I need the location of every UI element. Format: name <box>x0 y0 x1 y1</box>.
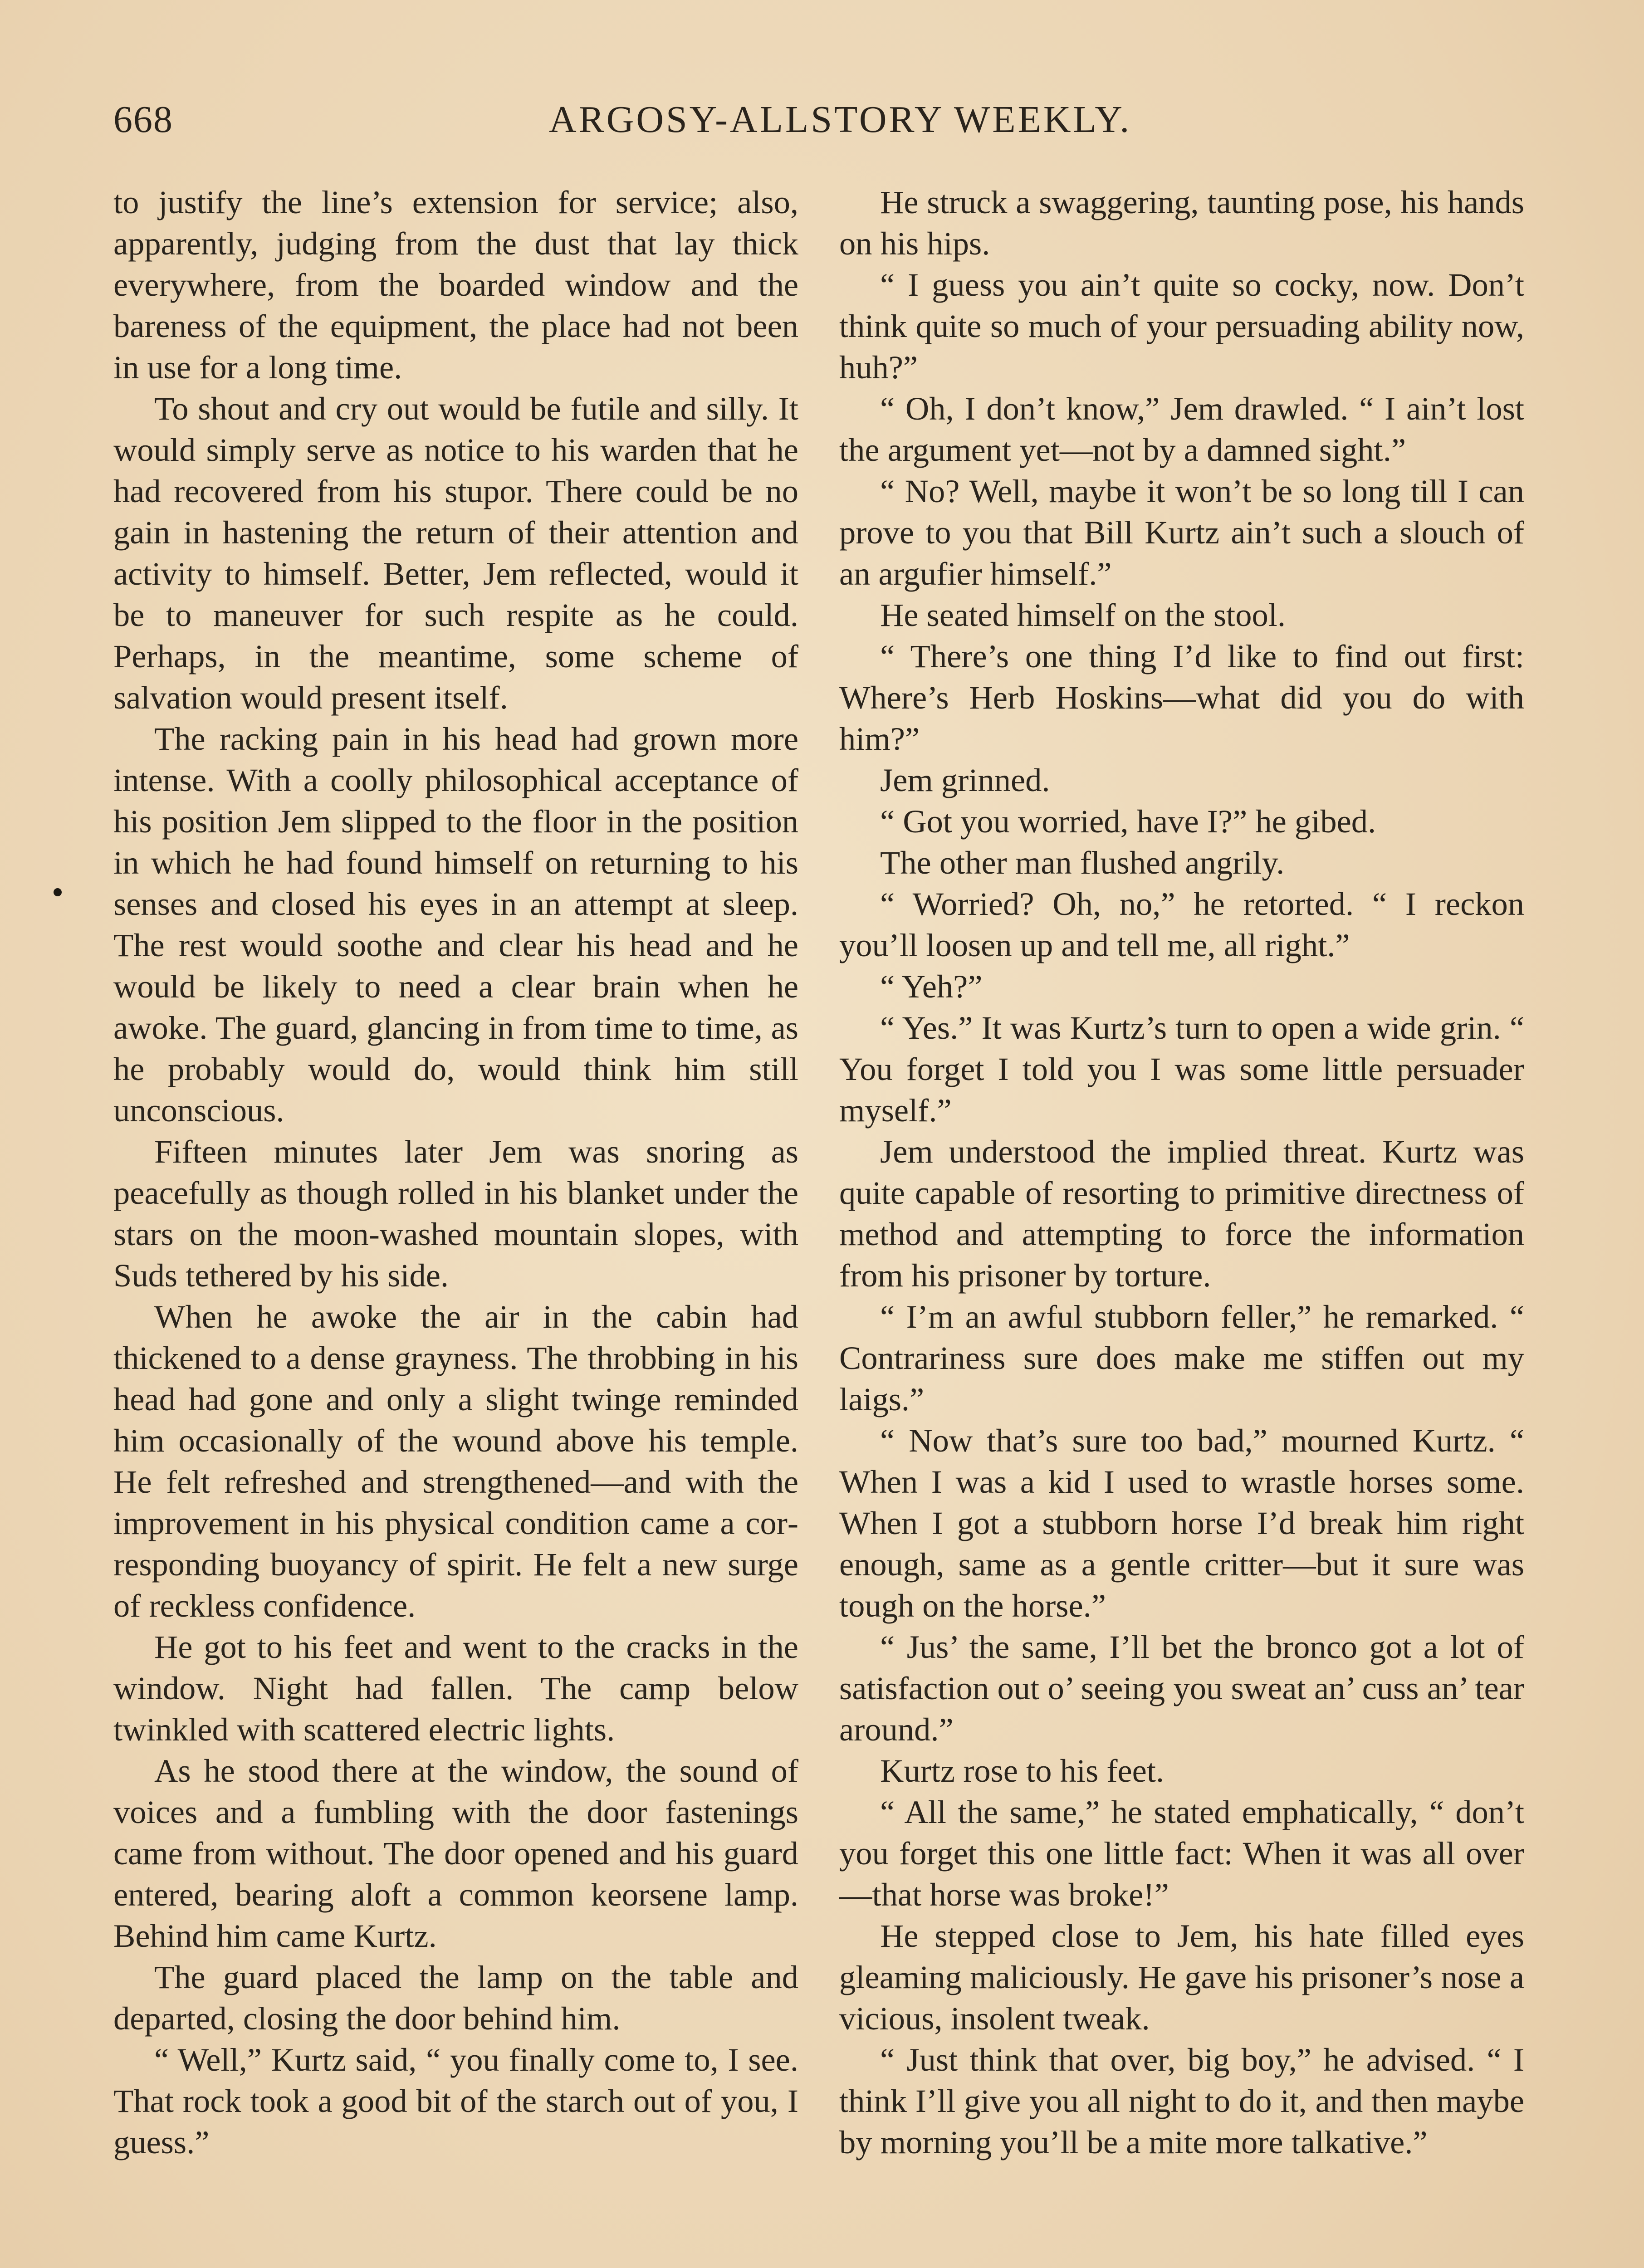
paragraph: “ All the same,” he stated emphatically, “ don’t you forget this one little fact: When it was all over—that horse was broke!” <box>839 1794 1524 1913</box>
paragraph: “ Oh, I don’t know,” Jem drawled. “ I ain’t lost the argument yet—not by a damned sight.” <box>839 390 1524 468</box>
paragraph: “ Worried? Oh, no,” he retorted. “ I reckon you’ll loosen up and tell me, all right.” <box>839 885 1524 963</box>
paragraph: Jem understood the implied threat. Kurtz was quite capable of resorting to primitive directness of method and attempting to force the information from his prisoner by torture. <box>839 1133 1524 1294</box>
paragraph: Kurtz rose to his feet. <box>880 1752 1164 1789</box>
paragraph: “ Yes.” It was Kurtz’s turn to open a wide grin. “ You forget I told you I was some little persuader myself.” <box>839 1009 1524 1129</box>
paragraph: When he awoke the air in the cabin had thickened to a dense grayness. The throbbing in his head had gone and only a slight twinge reminded him occasionally of the wound above his temple. He felt refreshed and strengthened—and with the improvement in his physical condition came a corresponding buoyancy of spirit. He felt a new surge of reckless confidence. <box>113 1298 798 1624</box>
running-head: ARGOSY-ALLSTORY WEEKLY. <box>549 98 1132 141</box>
paragraph: “ There’s one thing I’d like to find out first: Where’s Herb Hoskins—what did you do with him?” <box>839 638 1524 757</box>
paragraph: to justify the line’s extension for service; also, apparently, judging from the dust that lay thick everywhere, from the boarded window and the bareness of the equipment, the place had not been in use for a long time. <box>113 184 798 386</box>
paragraph: He got to his feet and went to the cracks in the window. Night had fallen. The camp below twinkled with scattered electric lights. <box>113 1628 798 1748</box>
paragraph: “ Got you worried, have I?” he gibed. <box>880 803 1376 840</box>
paragraph: “ I’m an awful stubborn feller,” he remarked. “ Contrariness sure does make me stiffen out my laigs.” <box>839 1298 1524 1418</box>
paragraph: “ Just think that over, big boy,” he advised. “ I think I’ll give you all night to do it, and then maybe by morning you’ll be a mite more talkative.” <box>839 2041 1524 2160</box>
page-header <box>113 98 1529 147</box>
paragraph: To shout and cry out would be futile and silly. It would simply serve as notice to his warden that he had recovered from his stupor. There could be no gain in hastening the return of their attention and activity to himself. Better, Jem reflected, would it be to maneuver for such respite as he could. Perhaps, in the meantime, some scheme of salvation would present itself. <box>113 390 798 716</box>
paragraph: “ Now that’s sure too bad,” mourned Kurtz. “ When I was a kid I used to wrastle horses some. When I got a stubborn horse I’d break him right enough, same as a gentle critter—but it sure was tough on the horse.” <box>839 1422 1524 1624</box>
paragraph: “ Jus’ the same, I’ll bet the bronco got a lot of satisfaction out o’ seeing you sweat an’ cuss an’ tear around.” <box>839 1628 1524 1748</box>
right-column <box>839 181 1524 2163</box>
paragraph: The guard placed the lamp on the table and departed, closing the door behind him. <box>113 1959 798 2037</box>
paragraph: “ I guess you ain’t quite so cocky, now. Don’t think quite so much of your persuading ability now, huh?” <box>839 266 1524 386</box>
paragraph: The other man flushed angrily. <box>880 844 1285 881</box>
paragraph: “ No? Well, maybe it won’t be so long till I can prove to you that Bill Kurtz ain’t such a slouch of an argufier himself.” <box>839 473 1524 592</box>
paragraph: As he stood there at the window, the sound of voices and a fumbling with the door fastenings came from without. The door opened and his guard entered, bearing aloft a common keorsene lamp. Behind him came Kurtz. <box>113 1752 798 1954</box>
paragraph: Fifteen minutes later Jem was snoring as peacefully as though rolled in his blanket under the stars on the moon-washed mountain slopes, with Suds tethered by his side. <box>113 1133 798 1294</box>
paragraph: He struck a swaggering, taunting pose, his hands on his hips. <box>839 184 1524 262</box>
paragraph: The racking pain in his head had grown more intense. With a coolly philosophical acceptance of his position Jem slipped to the floor in the position in which he had found himself on returning to his senses and closed his eyes in an attempt at sleep. The rest would soothe and clear his head and he would be likely to need a clear brain when he awoke. The guard, glancing in from time to time, as he probably would do, would think him still unconscious. <box>113 720 798 1129</box>
paragraph: He seated himself on the stool. <box>880 596 1286 633</box>
page-number: 668 <box>113 98 173 141</box>
ink-speck <box>54 888 62 896</box>
paragraph: “ Well,” Kurtz said, “ you finally come to, I see. That rock took a good bit of the starch out of you, I guess.” <box>113 2041 798 2160</box>
left-column <box>113 181 798 2163</box>
paragraph: He stepped close to Jem, his hate filled eyes gleaming maliciously. He gave his prisoner’s nose a vicious, insolent tweak. <box>839 1917 1524 2037</box>
paragraph: Jem grinned. <box>880 762 1050 798</box>
paragraph: “ Yeh?” <box>880 968 983 1005</box>
